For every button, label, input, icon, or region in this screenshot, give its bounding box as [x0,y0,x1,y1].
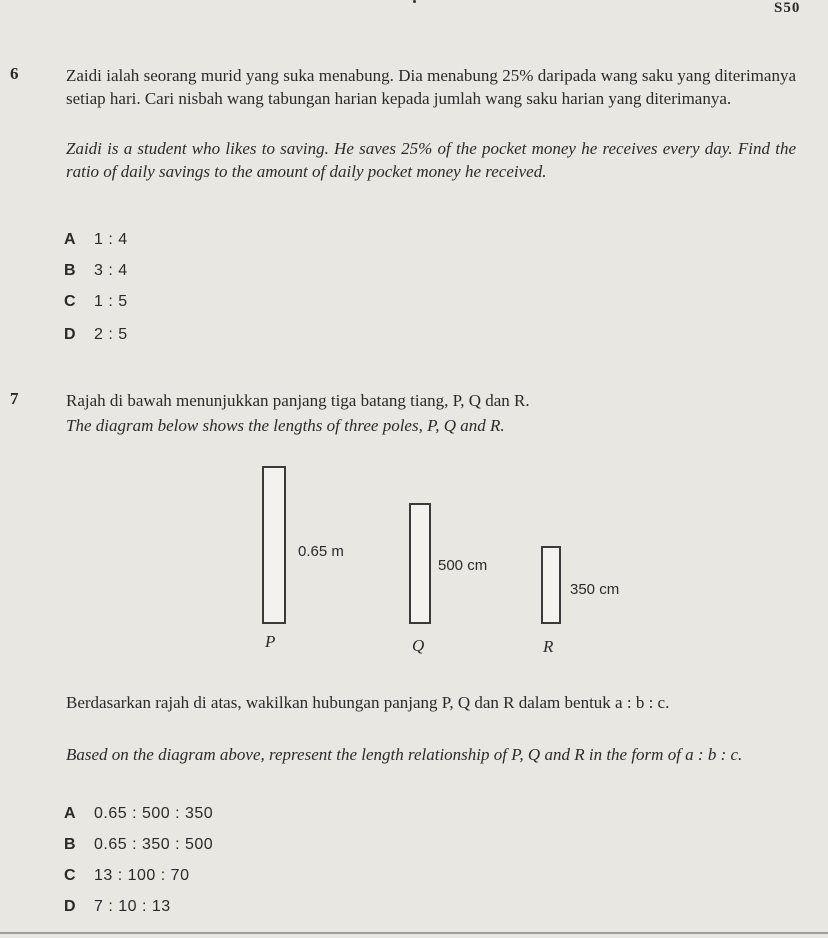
pole-q-name: Q [412,636,425,655]
option-value: 0.65 : 500 : 350 [94,805,214,822]
question-6-number: 6 [10,64,19,83]
option-value: 1 : 5 [94,293,128,310]
option-letter: C [64,293,76,310]
question-7-malay: Rajah di bawah menunjukkan panjang tiga batang tiang, P, Q dan R. [66,391,530,410]
q7-option-c[interactable] [64,867,189,885]
option-letter: B [64,262,76,279]
question-7-instruction-english: Based on the diagram above, represent the length relationship of P, Q and R in the form of a : b : c. [66,745,743,764]
question-6-english: Zaidi is a student who likes to saving. He saves 25% of the pocket money he receives every day. Find the ratio of daily savings to the amount of daily pocket money he received. [66,139,796,181]
option-value: 7 : 10 : 13 [94,898,171,915]
option-letter: A [64,231,76,248]
q6-option-a[interactable] [64,231,128,249]
option-letter: D [64,898,76,915]
q7-option-b[interactable] [64,836,213,854]
option-letter: A [64,805,76,822]
q6-option-b[interactable] [64,262,128,280]
question-7-english: The diagram below shows the lengths of three poles, P, Q and R. [66,416,505,435]
pole-p-name: P [265,632,276,651]
pole-q-length: 500 cm [438,557,488,574]
option-value: 13 : 100 : 70 [94,867,190,884]
q6-option-d[interactable] [64,326,128,344]
question-6-malay: Zaidi ialah seorang murid yang suka menabung. Dia menabung 25% daripada wang saku yang diterimanya setiap hari. Cari nisbah wang tabungan harian kepada jumlah wang saku harian yang diterimanya. [66,66,796,108]
option-value: 1 : 4 [94,231,128,248]
top-mark [413,0,416,3]
q7-option-a[interactable] [64,805,213,823]
pole-q [409,503,431,624]
pole-p [262,466,286,624]
question-7-instruction-malay: Berdasarkan rajah di atas, wakilkan hubungan panjang P, Q dan R dalam bentuk a : b : c. [66,693,670,712]
page-number: S50 [774,0,801,16]
q6-option-c[interactable] [64,293,128,311]
pole-r-length: 350 cm [570,581,620,598]
q7-option-d[interactable] [64,898,171,916]
option-letter: B [64,836,76,853]
option-letter: D [64,326,76,343]
page-bottom-edge [0,932,828,934]
option-value: 2 : 5 [94,326,128,343]
option-letter: C [64,867,76,884]
pole-r [541,546,561,624]
option-value: 3 : 4 [94,262,128,279]
option-value: 0.65 : 350 : 500 [94,836,214,853]
pole-p-length: 0.65 m [298,543,344,560]
question-7-number: 7 [10,389,19,408]
pole-r-name: R [543,637,554,656]
